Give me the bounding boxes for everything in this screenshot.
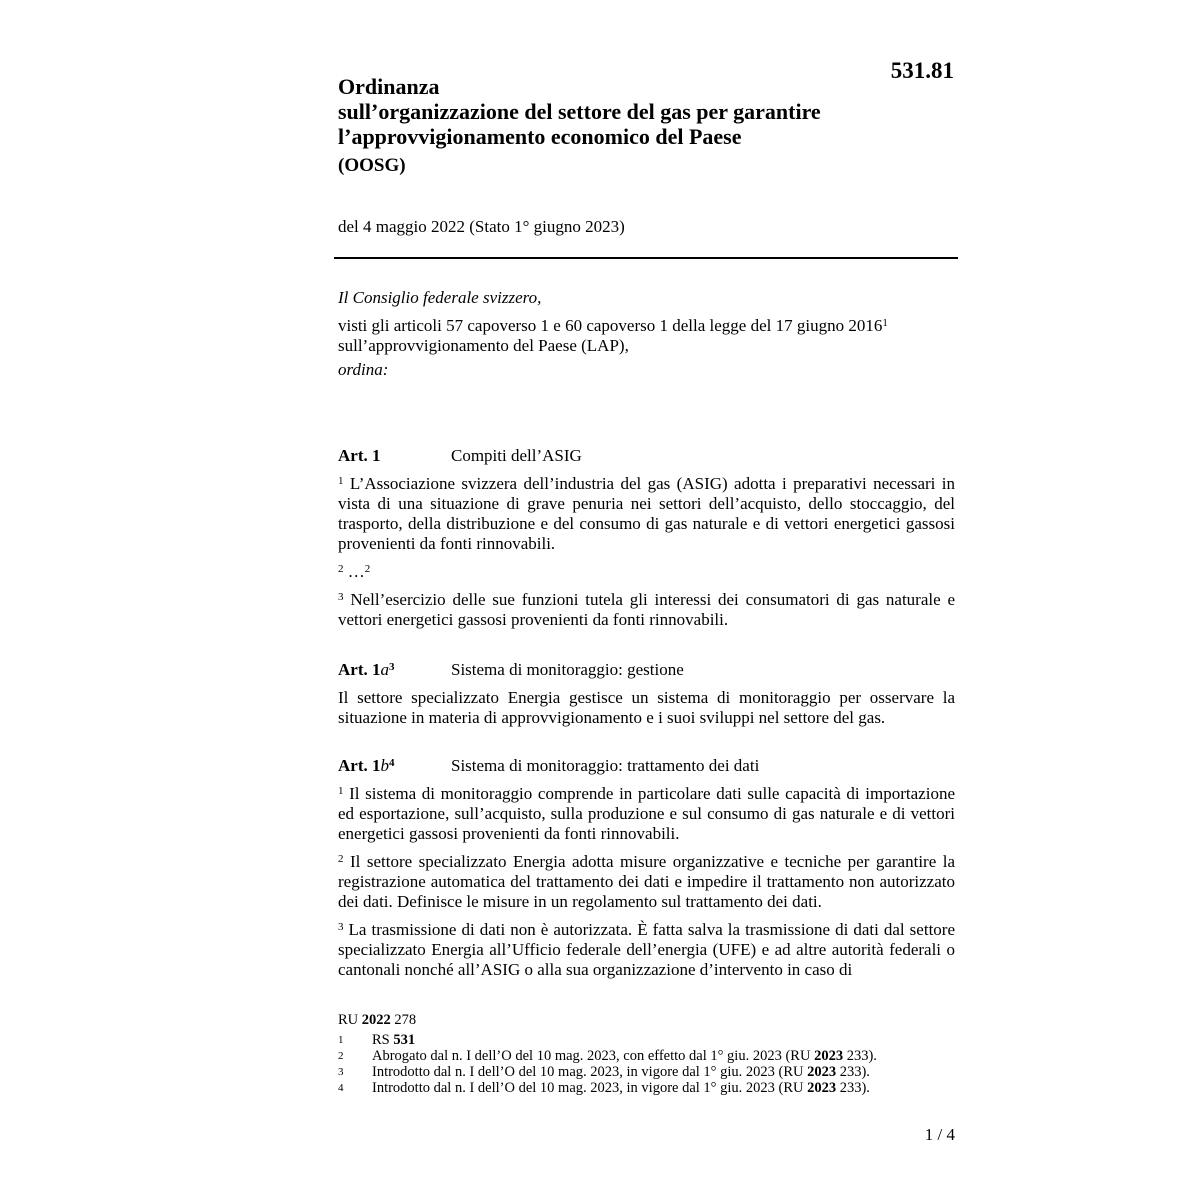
preamble-basis [338,316,958,336]
footnote-text [372,1064,958,1080]
paragraph-text: … [347,562,365,581]
article-1a [338,660,955,736]
article-suffix: a [380,660,389,679]
footnote-number: 4 [338,1082,344,1094]
paragraph-number: 1 [338,785,344,797]
paragraph [338,474,955,554]
paragraph-number: 2 [338,853,344,865]
paragraph [338,852,955,912]
footnote-number: 3 [338,1066,344,1078]
footnote-number: 1 [338,1034,344,1046]
article-heading [338,446,955,466]
article-number: Art. 1 [338,446,381,465]
title-divider [334,257,958,259]
footnote-text-part: RS [372,1032,394,1048]
footnote [338,1080,958,1096]
article-number-base: Art. 1 [338,660,381,679]
preamble-basis-text: visti gli articoli 57 capoverso 1 e 60 capoverso 1 della legge del 17 giugno 2016 [338,316,883,335]
paragraph-text: L’Associazione svizzera dell’industria del gas (ASIG) adotta i preparativi necessari in vista di una situazione di grave penuria nei settori dell’acquisto, dello stoccaggio, del trasporto, della distribuzione e del consumo di gas naturale e di vettori energetici gassosi provenienti da fonti rinnovabili. [338,474,956,553]
footnote-text [372,1080,958,1096]
document-title [338,74,898,178]
footnote-text-part: Introdotto dal n. I dell’O del 10 mag. 2023, in vigore dal 1° giu. 2023 (RU [372,1080,808,1096]
paragraph-number: 2 [338,563,344,575]
paragraph [338,562,955,582]
article-title: Sistema di monitoraggio: trattamento dei dati [451,756,760,775]
footnote-text-bold: 2023 [814,1048,844,1064]
article-title: Compiti dell’ASIG [451,446,582,465]
ru-prefix: RU [338,1012,362,1028]
footnote-ref[interactable]: 2 [364,563,371,575]
preamble-ordina: ordina: [338,360,389,379]
footnote-text-bold: 531 [393,1032,416,1048]
footnote-text-part: 233). [843,1048,877,1064]
ru-year: 2022 [361,1012,391,1028]
paragraph [338,920,955,980]
paragraph-number: 3 [338,921,344,933]
paragraph-text: Il settore specializzato Energia adotta misure organizzative e tecniche per garantire la registrazione automatica del trattamento dei dati e impedire il trattamento non autorizzato dei dati. Definisce le misure in un regolamento sul trattamento dei dati. [338,852,956,911]
footnote-number: 2 [338,1050,344,1062]
paragraph [338,688,955,728]
ru-reference [338,1012,958,1028]
article-title: Sistema di monitoraggio: gestione [451,660,684,679]
ru-page: 278 [390,1012,417,1028]
title-line: l’approvvigionamento economico del Paese [338,124,742,149]
article-number-base: Art. 1 [338,756,381,775]
footnote-ref[interactable]: 1 [882,317,888,329]
paragraph-text: Il settore specializzato Energia gestisce un sistema di monitoraggio per osservare la situazione in materia di approvvigionamento e i suoi sviluppi nel settore del gas. [338,688,955,727]
title-abbreviation: (OOSG) [338,155,406,176]
paragraph-text: Il sistema di monitoraggio comprende in particolare dati sulle capacità di importazione ed esportazione, sull’acquisto, sulla produzione e sul consumo di gas naturale e di vettori energetici gassosi provenienti da fonti rinnovabili. [338,784,955,843]
sr-number: 531.81 [890,58,954,83]
paragraph [338,590,955,630]
footnote [338,1064,958,1080]
footnote-ref[interactable]: 4 [388,757,395,769]
article-number [338,660,451,680]
preamble-basis-continued: sull’approvvigionamento del Paese (LAP), [338,336,629,355]
article-1b [338,756,955,988]
article-heading [338,756,955,776]
page-number: 1 / 4 [924,1125,955,1144]
footnote [338,1032,958,1048]
article-heading [338,660,955,680]
footnote-text-part: 233). [836,1064,870,1080]
article-suffix: b [380,756,389,775]
paragraph-number: 1 [338,475,344,487]
footnote-text-part: Abrogato dal n. I dell’O del 10 mag. 2023, con effetto dal 1° giu. 2023 (RU [372,1048,815,1064]
footnotes [338,1012,958,1096]
preamble [338,288,958,380]
footnote-text [372,1048,958,1064]
article-1 [338,446,955,638]
footnote-text [372,1032,958,1048]
article-number [338,756,451,776]
title-line: sull’organizzazione del settore del gas per garantire [338,99,821,124]
footnote-ref[interactable]: 3 [388,661,395,673]
title-line: Ordinanza [338,74,440,99]
footnote-text-bold: 2023 [807,1064,837,1080]
paragraph-number: 3 [338,591,344,603]
footnote-text-part: 233). [836,1080,870,1096]
paragraph [338,784,955,844]
paragraph-text: Nell’esercizio delle sue funzioni tutela gli interessi dei consumatori di gas naturale e vettori energetici gassosi provenienti da fonti rinnovabili. [338,590,955,629]
paragraph-text: La trasmissione di dati non è autorizzata. È fatta salva la trasmissione di dati dal settore specializzato Energia all’Ufficio federale dell’energia (UFE) e ad altre autorità federali o cantonali nonché all’ASIG o alla sua organizzazione d’intervento in caso di [338,920,956,979]
preamble-authority: Il Consiglio federale svizzero, [338,288,542,307]
footnote-text-bold: 2023 [807,1080,837,1096]
footnote-text-part: Introdotto dal n. I dell’O del 10 mag. 2023, in vigore dal 1° giu. 2023 (RU [372,1064,808,1080]
footnote [338,1048,958,1064]
date-line: del 4 maggio 2022 (Stato 1° giugno 2023) [338,217,625,236]
